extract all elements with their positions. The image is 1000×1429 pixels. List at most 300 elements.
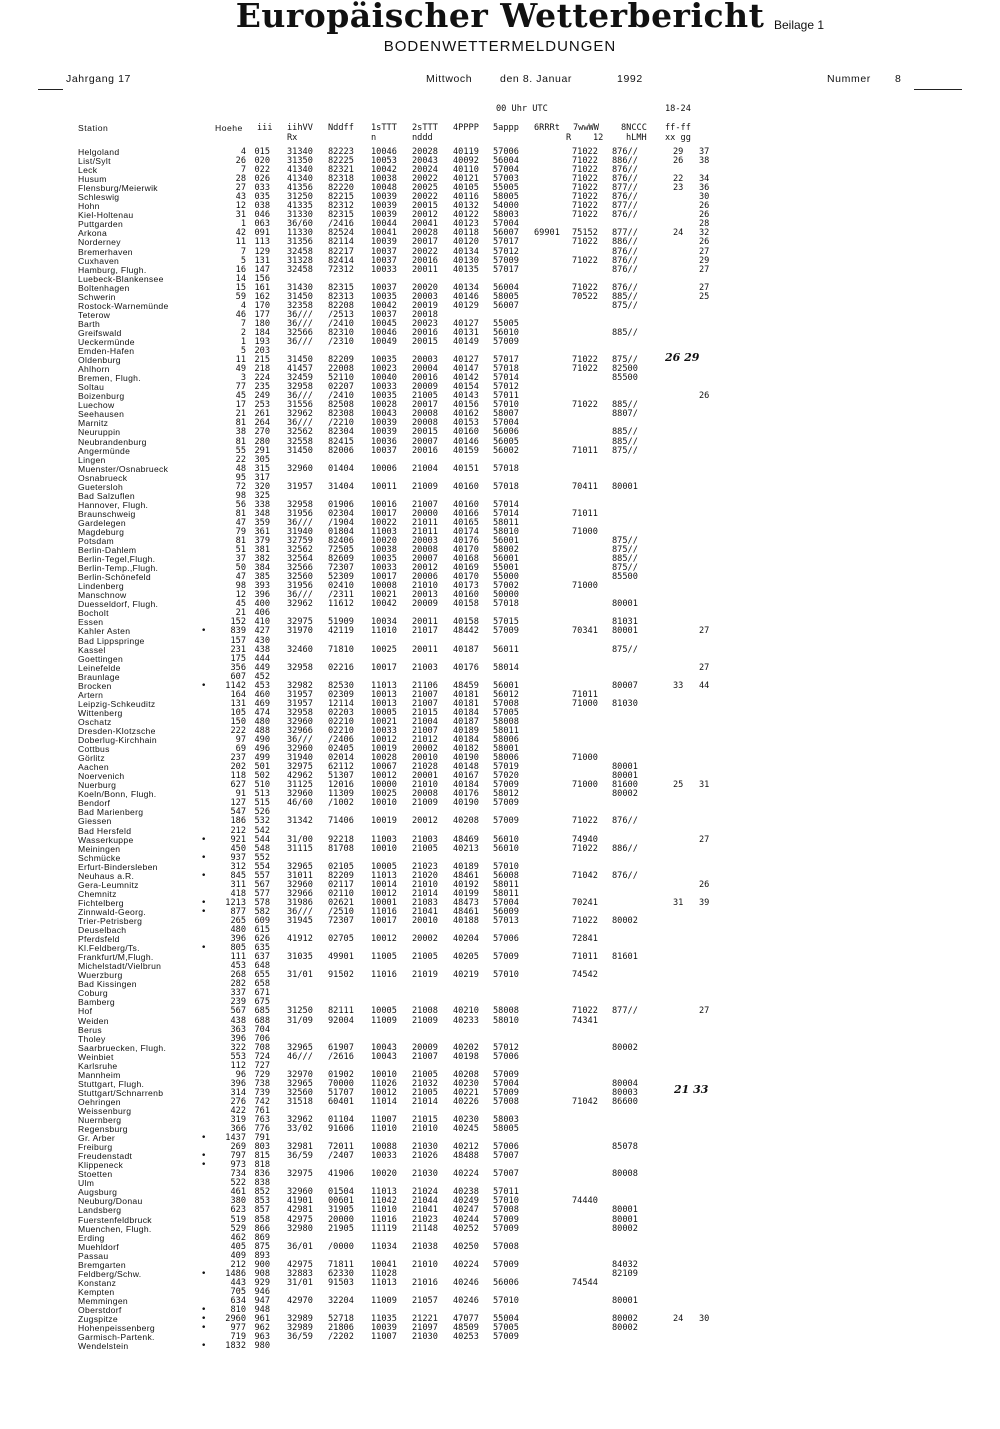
col-6rrrt: 6RRRt	[534, 123, 560, 133]
group-2sttt: 21041	[412, 906, 438, 917]
group-2sttt: 21005	[412, 391, 438, 402]
group-nddff: 52309	[328, 572, 354, 583]
group-8nccc: 85500	[612, 373, 638, 384]
group-2sttt: 21023	[412, 1214, 438, 1225]
station-id: 444	[254, 653, 270, 664]
table-row	[78, 419, 978, 428]
station-height: 157	[230, 635, 246, 646]
station-height: 418	[230, 888, 246, 899]
group-5appp: 57010	[493, 400, 519, 411]
station-id: 567	[254, 879, 270, 890]
table-row	[78, 790, 978, 799]
station-id: 038	[254, 201, 270, 212]
station-id: 427	[254, 626, 270, 637]
station-id: 291	[254, 445, 270, 456]
group-5appp: 57004	[493, 165, 519, 176]
table-row	[78, 356, 978, 365]
group-ihvv: 32564	[287, 554, 313, 565]
table-row	[78, 1315, 978, 1324]
station-name: Berlin-Tegel,Flugh.	[78, 555, 156, 565]
station-id: 708	[254, 1042, 270, 1053]
group-5appp: 57006	[493, 147, 519, 157]
group-2sttt: 20022	[412, 246, 438, 257]
station-name: Norderney	[78, 238, 121, 248]
group-nddff: 82308	[328, 409, 354, 420]
group-5appp: 58003	[493, 210, 519, 221]
mountain-marker: •	[201, 943, 207, 954]
table-row	[78, 618, 978, 627]
station-height: 4	[240, 147, 246, 157]
group-2sttt: 20010	[412, 915, 438, 926]
station-id: 177	[254, 309, 270, 320]
group-nddff: 82111	[328, 1006, 354, 1017]
group-5appp: 56010	[493, 327, 519, 338]
group-7wwww: 71011	[572, 689, 598, 700]
station-height: 450	[230, 843, 246, 854]
station-height: 175	[230, 653, 246, 664]
table-row	[78, 1007, 978, 1016]
wind-ff-1: 24	[673, 1314, 684, 1325]
station-id: 858	[254, 1214, 270, 1225]
station-height: 27	[235, 183, 246, 194]
group-2sttt: 20013	[412, 590, 438, 601]
group-5appp: 57011	[493, 391, 519, 402]
group-2sttt: 21030	[412, 1169, 438, 1180]
station-name: Oschatz	[78, 717, 112, 727]
weekday: Mittwoch	[426, 73, 473, 85]
group-2sttt: 21057	[412, 1295, 438, 1306]
group-4pppp: 47077	[453, 1314, 479, 1325]
station-id: 261	[254, 409, 270, 420]
group-5appp: 58010	[493, 1015, 519, 1026]
group-4pppp: 40219	[453, 970, 479, 981]
table-row	[78, 157, 978, 166]
group-5appp: 57018	[493, 463, 519, 474]
group-4pppp: 40134	[453, 282, 479, 293]
group-1sttt: 10045	[371, 318, 397, 329]
station-name: Magdeburg	[78, 527, 125, 537]
station-id: 658	[254, 979, 270, 990]
station-height: 2	[240, 327, 246, 338]
station-name: Memmingen	[78, 1296, 128, 1306]
group-7wwww: 71022	[572, 210, 598, 221]
station-id: 947	[254, 1295, 270, 1306]
group-nddff: 21905	[328, 1223, 354, 1234]
wind-ff-1: 24	[673, 228, 684, 239]
group-5appp: 56001	[493, 554, 519, 565]
station-name: Gera-Leumnitz	[78, 880, 139, 890]
group-nddff: 62330	[328, 1268, 354, 1279]
table-row	[78, 564, 978, 573]
group-nddff: 02203	[328, 707, 354, 718]
station-name: Coburg	[78, 989, 108, 999]
group-nddff: 02216	[328, 662, 354, 673]
group-ihvv: 32960	[287, 716, 313, 727]
station-height: 276	[230, 1096, 246, 1107]
station-name: Doberlug-Kirchhain	[78, 736, 157, 746]
station-height: 37	[235, 554, 246, 565]
station-height: 7	[240, 318, 246, 329]
group-ihvv: 32960	[287, 879, 313, 890]
table-row	[78, 492, 978, 501]
group-8nccc: 885//	[612, 554, 638, 565]
wind-ff-2: 27	[699, 246, 710, 257]
group-8nccc: 80001	[612, 1295, 638, 1306]
table-row	[78, 474, 978, 483]
group-ihvv: 32560	[287, 572, 313, 583]
group-4pppp: 40245	[453, 1124, 479, 1135]
station-id: 180	[254, 318, 270, 329]
group-5appp: 57015	[493, 617, 519, 628]
group-1sttt: 10020	[371, 1169, 397, 1180]
station-name: Potsdam	[78, 537, 115, 547]
group-nddff: 02207	[328, 382, 354, 393]
group-4pppp: 40176	[453, 789, 479, 800]
group-4pppp: 40233	[453, 1015, 479, 1026]
table-row	[78, 935, 978, 944]
group-1sttt: 11014	[371, 1096, 397, 1107]
group-1sttt: 10012	[371, 771, 397, 782]
station-id: 578	[254, 897, 270, 908]
group-8nccc: 80001	[612, 1205, 638, 1216]
group-ihvv: 33/02	[287, 1124, 313, 1135]
station-id: 215	[254, 355, 270, 366]
station-name: Bendorf	[78, 799, 111, 809]
group-ihvv: 41912	[287, 934, 313, 945]
table-row	[78, 754, 978, 763]
wind-ff-2: 39	[699, 897, 710, 908]
group-1sttt: 10012	[371, 735, 397, 746]
group-8nccc: 80002	[612, 1042, 638, 1053]
group-nddff: 51707	[328, 1087, 354, 1098]
table-row	[78, 410, 978, 419]
group-5appp: 57013	[493, 915, 519, 926]
station-height: 21	[235, 608, 246, 619]
group-ihvv: 32566	[287, 327, 313, 338]
group-7wwww: 71022	[572, 1006, 598, 1017]
group-nddff: 91606	[328, 1124, 354, 1135]
group-2sttt: 20025	[412, 183, 438, 194]
table-row	[78, 799, 978, 808]
group-ihvv: 36///	[287, 391, 313, 402]
station-name: Cottbus	[78, 745, 110, 755]
group-nddff: 62112	[328, 762, 354, 773]
group-2sttt: 20015	[412, 201, 438, 212]
station-name: Hannover, Flugh.	[78, 500, 149, 510]
station-id: 020	[254, 156, 270, 167]
group-4pppp: 48509	[453, 1323, 479, 1334]
year: 1992	[617, 73, 643, 85]
group-nddff: 51909	[328, 617, 354, 628]
page-title: Europäischer Wetterbericht	[235, 0, 765, 35]
station-id: 015	[254, 147, 270, 157]
station-name: Ulm	[78, 1179, 95, 1189]
group-nddff: 01906	[328, 499, 354, 510]
group-ihvv: 31518	[287, 1096, 313, 1107]
group-nddff: 72011	[328, 1142, 354, 1153]
group-2sttt: 20016	[412, 445, 438, 456]
table-row	[78, 546, 978, 555]
group-2sttt: 21011	[412, 526, 438, 537]
group-8nccc: 885//	[612, 427, 638, 438]
station-id: 948	[254, 1305, 270, 1315]
group-5appp: 57014	[493, 499, 519, 510]
station-height: 7	[240, 246, 246, 257]
group-1sttt: 10014	[371, 879, 397, 890]
station-name: Leipzig-Schkeuditz	[78, 699, 156, 709]
station-height: 634	[230, 1295, 246, 1306]
group-5appp: 55000	[493, 572, 519, 583]
group-ihvv: 36///	[287, 735, 313, 746]
station-name: Meiningen	[78, 844, 121, 854]
station-name: Leck	[78, 166, 98, 176]
station-height: 1437	[225, 1133, 246, 1144]
group-5appp: 57014	[493, 373, 519, 384]
group-4pppp: 40187	[453, 716, 479, 727]
group-8nccc: 886//	[612, 237, 638, 248]
group-4pppp: 40181	[453, 689, 479, 700]
table-row	[78, 293, 978, 302]
group-ihvv: 31450	[287, 445, 313, 456]
group-nddff: 82215	[328, 192, 354, 203]
group-ihvv: 41356	[287, 183, 313, 194]
group-nddff: 20000	[328, 1214, 354, 1225]
group-5appp: 56007	[493, 228, 519, 239]
station-id: 510	[254, 780, 270, 791]
station-id: 317	[254, 472, 270, 483]
group-5appp: 58007	[493, 409, 519, 420]
group-8nccc: 80008	[612, 1169, 638, 1180]
group-5appp: 55005	[493, 183, 519, 194]
table-row	[78, 537, 978, 546]
group-nddff: 72312	[328, 264, 354, 275]
group-1sttt: 11007	[371, 1332, 397, 1343]
group-4pppp: 40142	[453, 373, 479, 384]
group-1sttt: 10033	[371, 382, 397, 393]
group-2sttt: 20008	[412, 789, 438, 800]
col-period: 18-24	[665, 104, 691, 114]
station-id: 836	[254, 1169, 270, 1180]
group-4pppp: 40130	[453, 255, 479, 266]
group-8nccc: 876//	[612, 174, 638, 185]
group-4pppp: 40162	[453, 409, 479, 420]
group-1sttt: 10037	[371, 246, 397, 257]
table-row	[78, 637, 978, 646]
station-height: 112	[230, 1060, 246, 1071]
group-nddff: 82315	[328, 282, 354, 293]
group-2sttt: 20028	[412, 147, 438, 157]
group-7wwww: 71022	[572, 816, 598, 827]
station-name: Bad Kissingen	[78, 980, 137, 990]
group-1sttt: 11010	[371, 1124, 397, 1135]
group-5appp: 57010	[493, 970, 519, 981]
station-height: 111	[230, 952, 246, 963]
group-2sttt: 21083	[412, 897, 438, 908]
group-4pppp: 40187	[453, 644, 479, 655]
group-2sttt: 21030	[412, 1142, 438, 1153]
group-4pppp: 40167	[453, 771, 479, 782]
group-1sttt: 10039	[371, 237, 397, 248]
group-ihvv: 42981	[287, 1205, 313, 1216]
group-5appp: 57006	[493, 1142, 519, 1153]
group-1sttt: 10042	[371, 300, 397, 311]
group-1sttt: 10039	[371, 418, 397, 429]
station-id: 544	[254, 834, 270, 845]
table-row	[78, 456, 978, 465]
mountain-marker: •	[201, 680, 207, 691]
table-row	[78, 673, 978, 682]
table-row	[78, 229, 978, 238]
station-height: 356	[230, 662, 246, 673]
group-5appp: 58011	[493, 888, 519, 899]
group-4pppp: 40198	[453, 1051, 479, 1062]
group-2sttt: 21106	[412, 680, 438, 691]
station-name: Feldberg/Schw.	[78, 1269, 142, 1279]
table-row	[78, 211, 978, 220]
table-row	[78, 980, 978, 989]
group-5appp: 56010	[493, 843, 519, 854]
table-row	[78, 329, 978, 338]
station-id: 385	[254, 572, 270, 583]
group-ihvv: 32458	[287, 246, 313, 257]
group-1sttt: 10043	[371, 1042, 397, 1053]
station-name: List/Sylt	[78, 157, 111, 167]
group-2sttt: 20001	[412, 771, 438, 782]
station-name: Zugspitze	[78, 1315, 118, 1325]
station-name: Angermünde	[78, 446, 131, 456]
group-7wwww: 72841	[572, 934, 598, 945]
group-7wwww: 71022	[572, 183, 598, 194]
group-8nccc: 886//	[612, 843, 638, 854]
table-row	[78, 347, 978, 356]
station-name: Frankfurt/M,Flugh.	[78, 953, 154, 963]
station-id: 170	[254, 300, 270, 311]
col-r: R	[566, 133, 572, 143]
group-ihvv: 32958	[287, 382, 313, 393]
station-height: 607	[230, 671, 246, 682]
group-1sttt: 11119	[371, 1223, 397, 1234]
group-5appp: 56001	[493, 536, 519, 547]
group-8nccc: 80001	[612, 1214, 638, 1225]
group-2sttt: 21017	[412, 626, 438, 637]
group-nddff: 52110	[328, 373, 354, 384]
group-nddff: 82209	[328, 870, 354, 881]
group-7wwww: 71022	[572, 147, 598, 157]
group-1sttt: 10037	[371, 282, 397, 293]
station-height: 222	[230, 726, 246, 736]
group-4pppp: 40159	[453, 445, 479, 456]
station-height: 72	[235, 481, 246, 492]
group-7wwww: 75152	[572, 228, 598, 239]
mountain-marker: •	[201, 1151, 207, 1162]
group-4pppp: 48461	[453, 906, 479, 917]
table-row	[78, 700, 978, 709]
station-height: 977	[230, 1323, 246, 1334]
table-row	[78, 1306, 978, 1315]
group-nddff: 82217	[328, 246, 354, 257]
mountain-marker: •	[201, 834, 207, 845]
group-4pppp: 40158	[453, 617, 479, 628]
station-name: Soltau	[78, 383, 105, 393]
group-5appp: 57008	[493, 1241, 519, 1252]
table-row	[78, 1206, 978, 1215]
group-7wwww: 71022	[572, 255, 598, 266]
group-1sttt: 11013	[371, 870, 397, 881]
group-4pppp: 40160	[453, 427, 479, 438]
table-row	[78, 890, 978, 899]
table-row	[78, 682, 978, 691]
group-5appp: 56011	[493, 644, 519, 655]
station-name: Essen	[78, 618, 104, 628]
station-height: 12	[235, 201, 246, 212]
group-4pppp: 40230	[453, 1078, 479, 1089]
table-row	[78, 1252, 978, 1261]
station-height: 4	[240, 300, 246, 311]
station-id: 818	[254, 1160, 270, 1171]
group-nddff: 02210	[328, 726, 354, 736]
table-row	[78, 202, 978, 211]
station-height: 265	[230, 915, 246, 926]
nummer-label: Nummer	[827, 73, 871, 85]
station-id: 526	[254, 807, 270, 818]
station-name: Stoetten	[78, 1170, 113, 1180]
station-height: 212	[230, 1259, 246, 1270]
table-row	[78, 1225, 978, 1234]
group-7wwww: 71022	[572, 201, 598, 212]
group-5appp: 57018	[493, 364, 519, 375]
group-4pppp: 40250	[453, 1241, 479, 1252]
station-height: 396	[230, 934, 246, 945]
group-8nccc: 80002	[612, 1314, 638, 1325]
table-row	[78, 1026, 978, 1035]
station-id: 460	[254, 689, 270, 700]
group-4pppp: 40213	[453, 843, 479, 854]
group-2sttt: 20017	[412, 400, 438, 411]
group-2sttt: 20004	[412, 364, 438, 375]
group-ihvv: 32965	[287, 1042, 313, 1053]
group-5appp: 50000	[493, 590, 519, 601]
station-name: Ueckermünde	[78, 337, 135, 347]
station-id: 026	[254, 174, 270, 185]
table-row	[78, 691, 978, 700]
group-nddff: 82508	[328, 400, 354, 411]
col-hlmh: hLMH	[626, 133, 647, 143]
group-2sttt: 21009	[412, 1015, 438, 1026]
station-name: Luebeck-Blankensee	[78, 274, 164, 284]
group-2sttt: 21148	[412, 1223, 438, 1234]
station-height: 547	[230, 807, 246, 818]
station-id: 554	[254, 861, 270, 872]
group-ihvv: 36///	[287, 590, 313, 601]
group-5appp: 57009	[493, 255, 519, 266]
group-1sttt: 10017	[371, 915, 397, 926]
station-id: 866	[254, 1223, 270, 1234]
table-row	[78, 944, 978, 953]
group-2sttt: 21005	[412, 1087, 438, 1098]
group-1sttt: 10039	[371, 1323, 397, 1334]
group-nddff: 82310	[328, 327, 354, 338]
group-2sttt: 21019	[412, 970, 438, 981]
group-5appp: 57006	[493, 934, 519, 945]
group-nddff: 60401	[328, 1096, 354, 1107]
group-5appp: 57004	[493, 897, 519, 908]
station-height: 81	[235, 508, 246, 519]
station-name: Oehringen	[78, 1097, 121, 1107]
group-8nccc: 80007	[612, 680, 638, 691]
group-2sttt: 20003	[412, 291, 438, 302]
group-7wwww: 74544	[572, 1277, 598, 1288]
station-name: Boltenhagen	[78, 283, 130, 293]
